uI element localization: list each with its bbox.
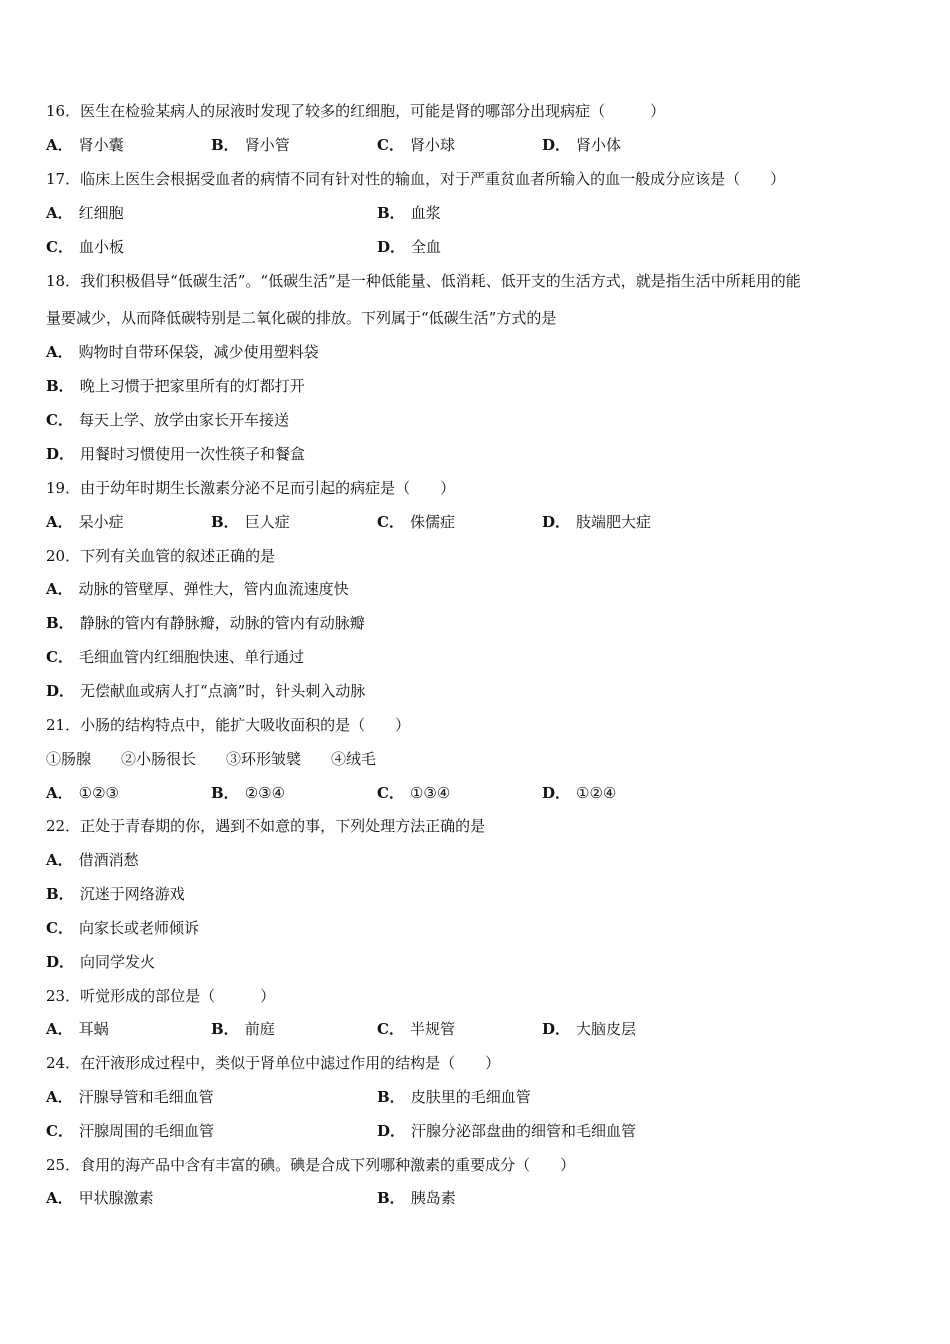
q21-option-a[interactable] [46,782,119,804]
q22-option-b[interactable] [46,883,185,905]
q16-option-a[interactable] [46,134,124,156]
q18-option-c[interactable] [46,409,289,431]
q18-option-d[interactable] [46,443,305,465]
option-text: 购物时自带环保袋，减少使用塑料袋 [78,343,319,361]
option-label: B． [46,614,74,632]
q23-option-d[interactable] [542,1018,636,1040]
option-label: B． [377,204,405,222]
option-label: B． [211,513,239,531]
q23-option-a[interactable] [46,1018,109,1040]
option-text: 静脉的管内有静脉瓣，动脉的管内有动脉瓣 [79,614,365,632]
q19-option-a[interactable] [46,511,124,533]
q19-option-d[interactable] [542,511,651,533]
option-label: A． [46,1189,73,1207]
option-label: A． [46,1088,73,1106]
question-22-stem: 22．正处于青春期的你，遇到不如意的事，下列处理方法正确的是 [46,817,486,835]
question-20-stem: 20．下列有关血管的叙述正确的是 [46,547,276,565]
option-label: B． [46,885,74,903]
option-text: 无偿献血或病人打“点滴”时，针头刺入动脉 [80,682,366,700]
option-label: D． [46,682,75,700]
q17-option-a[interactable] [46,202,124,224]
question-16-stem: 16．医生在检验某病人的尿液时发现了较多的红细胞，可能是肾的哪部分出现病症（ ） [46,102,666,120]
q22-option-c[interactable] [46,917,199,939]
option-label: C． [377,513,404,531]
option-label: A． [46,1020,73,1038]
q24-option-a[interactable] [46,1086,214,1108]
option-label: A． [46,513,73,531]
q24-option-d[interactable] [377,1120,636,1142]
option-text: 毛细血管内红细胞快速、单行通过 [78,648,304,666]
question-24-stem: 24．在汗液形成过程中，类似于肾单位中滤过作用的结构是（ ） [46,1054,501,1072]
option-label: D． [377,1122,406,1140]
option-text: 胰岛素 [410,1189,456,1207]
q25-option-a[interactable] [46,1187,154,1209]
option-text: 血浆 [410,204,441,222]
q25-option-b[interactable] [377,1187,456,1209]
option-label: D． [46,445,75,463]
q23-option-b[interactable] [211,1018,275,1040]
q19-option-c[interactable] [377,511,455,533]
option-text: 用餐时习惯使用一次性筷子和餐盒 [80,445,306,463]
option-label: B． [46,377,74,395]
option-text: 巨人症 [244,513,290,531]
option-text: ①②③ [78,784,119,802]
q23-option-c[interactable] [377,1018,455,1040]
option-text: ②③④ [244,784,286,802]
question-19-stem: 19．由于幼年时期生长激素分泌不足而引起的病症是（ ） [46,479,456,497]
option-label: D． [542,136,571,154]
option-label: B． [211,1020,239,1038]
option-label: C． [377,784,404,802]
q24-option-c[interactable] [46,1120,214,1142]
question-17-stem: 17．临床上医生会根据受血者的病情不同有针对性的输血，对于严重贫血者所输入的血一般成分应该是（ ） [46,170,786,188]
question-18-stem-line1: 18．我们积极倡导“低碳生活”。“低碳生活”是一种低能量、低消耗、低开支的生活方式，就是指生活中所耗用的能 [46,272,801,290]
q24-option-b[interactable] [377,1086,531,1108]
option-label: B． [211,784,239,802]
option-text: ①②④ [576,784,617,802]
option-label: A． [46,204,73,222]
option-text: 借酒消愁 [78,851,139,869]
option-label: C． [46,1122,73,1140]
option-text: 肾小囊 [78,136,124,154]
q16-option-c[interactable] [377,134,455,156]
option-text: 肾小体 [576,136,622,154]
question-18-stem-line2: 量要减少，从而降低碳特别是二氧化碳的排放。下列属于“低碳生活”方式的是 [46,309,557,327]
q20-option-a[interactable] [46,578,349,600]
option-label: C． [377,136,404,154]
option-text: 红细胞 [78,204,124,222]
option-label: C． [46,919,73,937]
option-text: 前庭 [244,1020,275,1038]
q22-option-a[interactable] [46,849,139,871]
option-label: D． [46,953,75,971]
option-text: 晚上习惯于把家里所有的灯都打开 [79,377,305,395]
option-label: C． [377,1020,404,1038]
option-text: 耳蜗 [78,1020,109,1038]
option-text: 向家长或老师倾诉 [78,919,199,937]
option-text: 沉迷于网络游戏 [79,885,185,903]
q18-option-a[interactable] [46,341,319,363]
q18-option-b[interactable] [46,375,305,397]
q20-option-c[interactable] [46,646,304,668]
option-label: C． [46,648,73,666]
question-21-stem: 21．小肠的结构特点中，能扩大吸收面积的是（ ） [46,716,411,734]
option-text: 肾小管 [244,136,290,154]
q17-option-b[interactable] [377,202,441,224]
option-label: A． [46,343,73,361]
q22-option-d[interactable] [46,951,155,973]
option-text: ①③④ [409,784,451,802]
question-21-items: ①肠腺 ②小肠很长 ③环形皱襞 ④绒毛 [46,750,377,768]
option-label: B． [377,1088,405,1106]
q21-option-d[interactable] [542,782,616,804]
option-label: C． [46,411,73,429]
option-label: C． [46,238,73,256]
option-label: D． [377,238,406,256]
q21-option-c[interactable] [377,782,450,804]
option-text: 汗腺周围的毛细血管 [78,1122,214,1140]
option-label: A． [46,784,73,802]
option-text: 动脉的管壁厚、弹性大，管内血流速度快 [78,580,349,598]
option-text: 汗腺分泌部盘曲的细管和毛细血管 [411,1122,637,1140]
q16-option-d[interactable] [542,134,621,156]
option-text: 肾小球 [409,136,455,154]
q20-option-b[interactable] [46,612,365,634]
option-label: B． [377,1189,405,1207]
option-text: 呆小症 [78,513,124,531]
option-text: 向同学发火 [80,953,156,971]
option-text: 甲状腺激素 [78,1189,154,1207]
q20-option-d[interactable] [46,680,365,702]
option-text: 全血 [411,238,442,256]
option-label: D． [542,784,571,802]
option-text: 肢端肥大症 [576,513,652,531]
option-label: A． [46,851,73,869]
q17-option-d[interactable] [377,236,441,258]
option-label: B． [211,136,239,154]
option-text: 皮肤里的毛细血管 [410,1088,531,1106]
option-text: 每天上学、放学由家长开车接送 [78,411,289,429]
question-25-stem: 25．食用的海产品中含有丰富的碘。碘是合成下列哪种激素的重要成分（ ） [46,1156,576,1174]
option-label: A． [46,136,73,154]
option-text: 侏儒症 [409,513,455,531]
question-23-stem: 23．听觉形成的部位是（ ） [46,987,276,1005]
option-label: D． [542,513,571,531]
option-text: 半规管 [409,1020,455,1038]
q21-option-b[interactable] [211,782,285,804]
option-text: 血小板 [78,238,124,256]
q17-option-c[interactable] [46,236,124,258]
option-text: 大脑皮层 [576,1020,637,1038]
option-label: A． [46,580,73,598]
q19-option-b[interactable] [211,511,290,533]
option-label: D． [542,1020,571,1038]
option-text: 汗腺导管和毛细血管 [78,1088,214,1106]
q16-option-b[interactable] [211,134,290,156]
